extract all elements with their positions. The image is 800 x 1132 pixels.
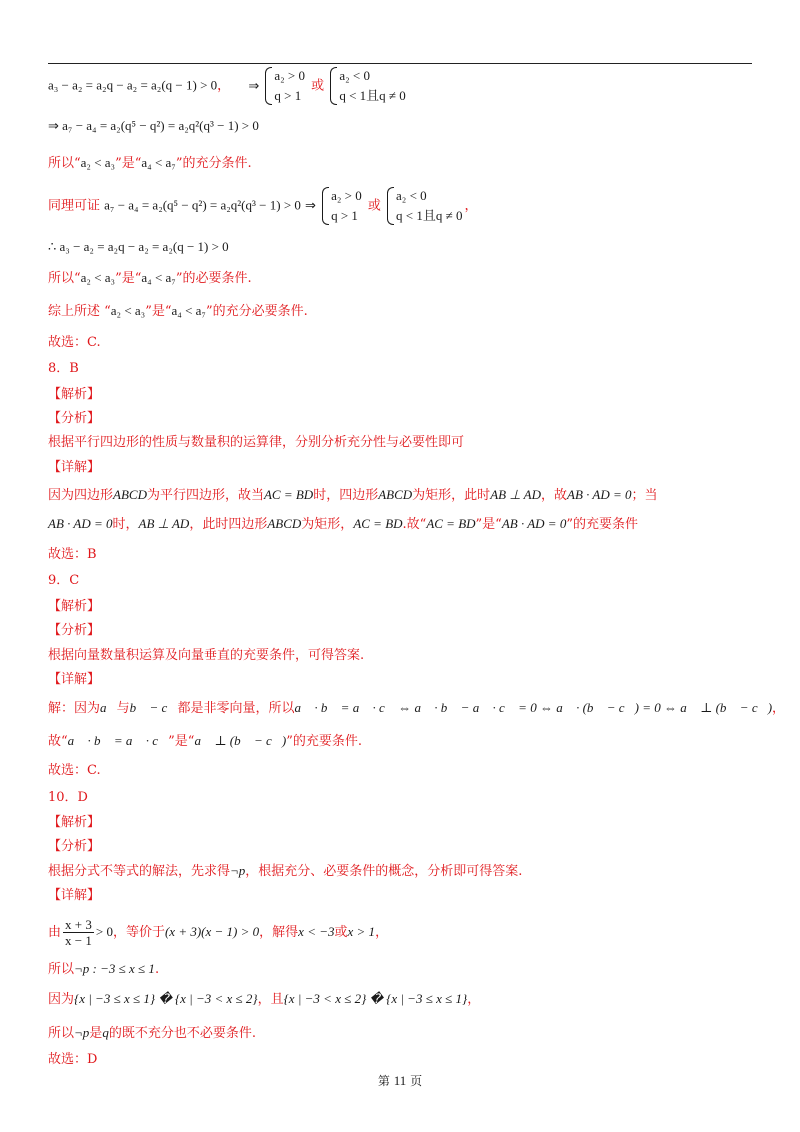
q9-jiexi: 【解析】 — [48, 599, 101, 614]
q7-line-6: 所以“a₂ < a₃”是“a₄ < a₇”的必要条件. — [48, 270, 252, 286]
q7-line-3: 所以“a₂ < a₃”是“a₄ < a₇”的充分条件. — [48, 155, 252, 171]
q10-jiexi: 【解析】 — [48, 815, 101, 830]
q8-detail-2: AB · AD = 0时，AB ⊥ AD，此时四边形ABCD为矩形，AC = BD.故“AC = BD”是“AB · AD = 0”的充要条件 — [48, 516, 638, 532]
q10-detail-3: 因为{x | −3 ≤ x ≤ 1} � {x | −3 < x ≤ 2}，且{x | −3 < x ≤ 2} � {x | −3 ≤ x ≤ 1}， — [48, 991, 481, 1007]
q7-line-1: a₃ − a₂ = a₂q − a₂ = a₂(q − 1) > 0， ⇒ a₂ > 0 q > 1 或 a₂ < 0 q < 1且q ≠ 0 — [48, 66, 408, 106]
q7-answer: 故选：C. — [48, 335, 101, 350]
q8-heading: 8．B — [48, 361, 79, 376]
q10-analysis: 根据分式不等式的解法，先求得¬p，根据充分、必要条件的概念，分析即可得答案. — [48, 863, 523, 879]
q8-answer: 故选：B — [48, 547, 97, 562]
fraction: $\frac{x + 3}{x - 1}$ — [65, 917, 92, 948]
q9-detail-2: 故“a⃗ · b⃗ = a⃗ · c⃗”是“a⃗ ⊥ (b⃗ − c⃗)”的充要条件. — [48, 733, 362, 749]
q7-line-2: ⇒ a₇ − a₄ = a₂(q⁵ − q²) = a₂q²(q³ − 1) > 0 — [48, 118, 259, 133]
q10-detail-1: 由 $\frac{x + 3}{x - 1}$ > 0，等价于(x + 3)(x − 1) > 0，解得x < −3或x > 1， — [48, 917, 389, 948]
header-rule — [48, 63, 752, 64]
q10-detail-4: 所以¬p是q的既不充分也不必要条件. — [48, 1025, 256, 1041]
q10-detail-2: 所以¬p : −3 ≤ x ≤ 1. — [48, 961, 160, 977]
page-number: 11 — [393, 1073, 407, 1088]
q7-l4-system-2: a₂ < 0 q < 1且q ≠ 0 — [387, 186, 462, 226]
q9-detail-1: 解：因为a⃗与b⃗ − c⃗都是非零向量，所以a⃗ · b⃗ = a⃗ · c⃗ ⇔ a⃗ · b⃗ − a⃗ · c⃗ = 0 ⇔ a⃗ · (b⃗ − c⃗) = 0 ⇔ a⃗ ⊥ (b⃗ − c⃗)， — [48, 700, 786, 716]
q7-l1-system-2: a₂ < 0 q < 1且q ≠ 0 — [330, 66, 405, 106]
page-footer: 第 11 页 — [377, 1073, 423, 1088]
q9-answer: 故选：C. — [48, 763, 101, 778]
q10-heading: 10．D — [48, 790, 88, 805]
q10-answer: 故选：D — [48, 1052, 98, 1067]
q7-l4-system-1: a₂ > 0 q > 1 — [322, 186, 362, 226]
q7-line-4: 同理可证 a₇ − a₄ = a₂(q⁵ − q²) = a₂q²(q³ − 1) > 0 ⇒ a₂ > 0 q > 1 或 a₂ < 0 q < 1且q ≠ 0 ， — [48, 186, 478, 226]
q7-l1-eq: a₃ − a₂ = a₂q − a₂ = a₂(q − 1) > 0 — [48, 77, 218, 93]
q8-fenxi: 【分析】 — [48, 411, 101, 426]
q10-xiangjie: 【详解】 — [48, 888, 101, 903]
q9-fenxi: 【分析】 — [48, 623, 101, 638]
q7-line-7: 综上所述 “a₂ < a₃”是“a₄ < a₇”的充分必要条件. — [48, 303, 308, 319]
q7-line-5: ∴ a₃ − a₂ = a₂q − a₂ = a₂(q − 1) > 0 — [48, 239, 229, 254]
q10-fenxi: 【分析】 — [48, 839, 101, 854]
q8-xiangjie: 【详解】 — [48, 460, 101, 475]
q7-l1-system-1: a₂ > 0 q > 1 — [265, 66, 305, 106]
q9-xiangjie: 【详解】 — [48, 672, 101, 687]
q8-detail-1: 因为四边形ABCD为平行四边形，故当AC = BD时，四边形ABCD为矩形，此时AB ⊥ AD，故AB · AD = 0；当 — [48, 487, 658, 503]
q8-analysis: 根据平行四边形的性质与数量积的运算律，分别分析充分性与必要性即可 — [48, 435, 465, 450]
q8-jiexi: 【解析】 — [48, 387, 101, 402]
q9-heading: 9．C — [48, 573, 80, 588]
q9-analysis: 根据向量数量积运算及向量垂直的充要条件，可得答案. — [48, 648, 365, 663]
